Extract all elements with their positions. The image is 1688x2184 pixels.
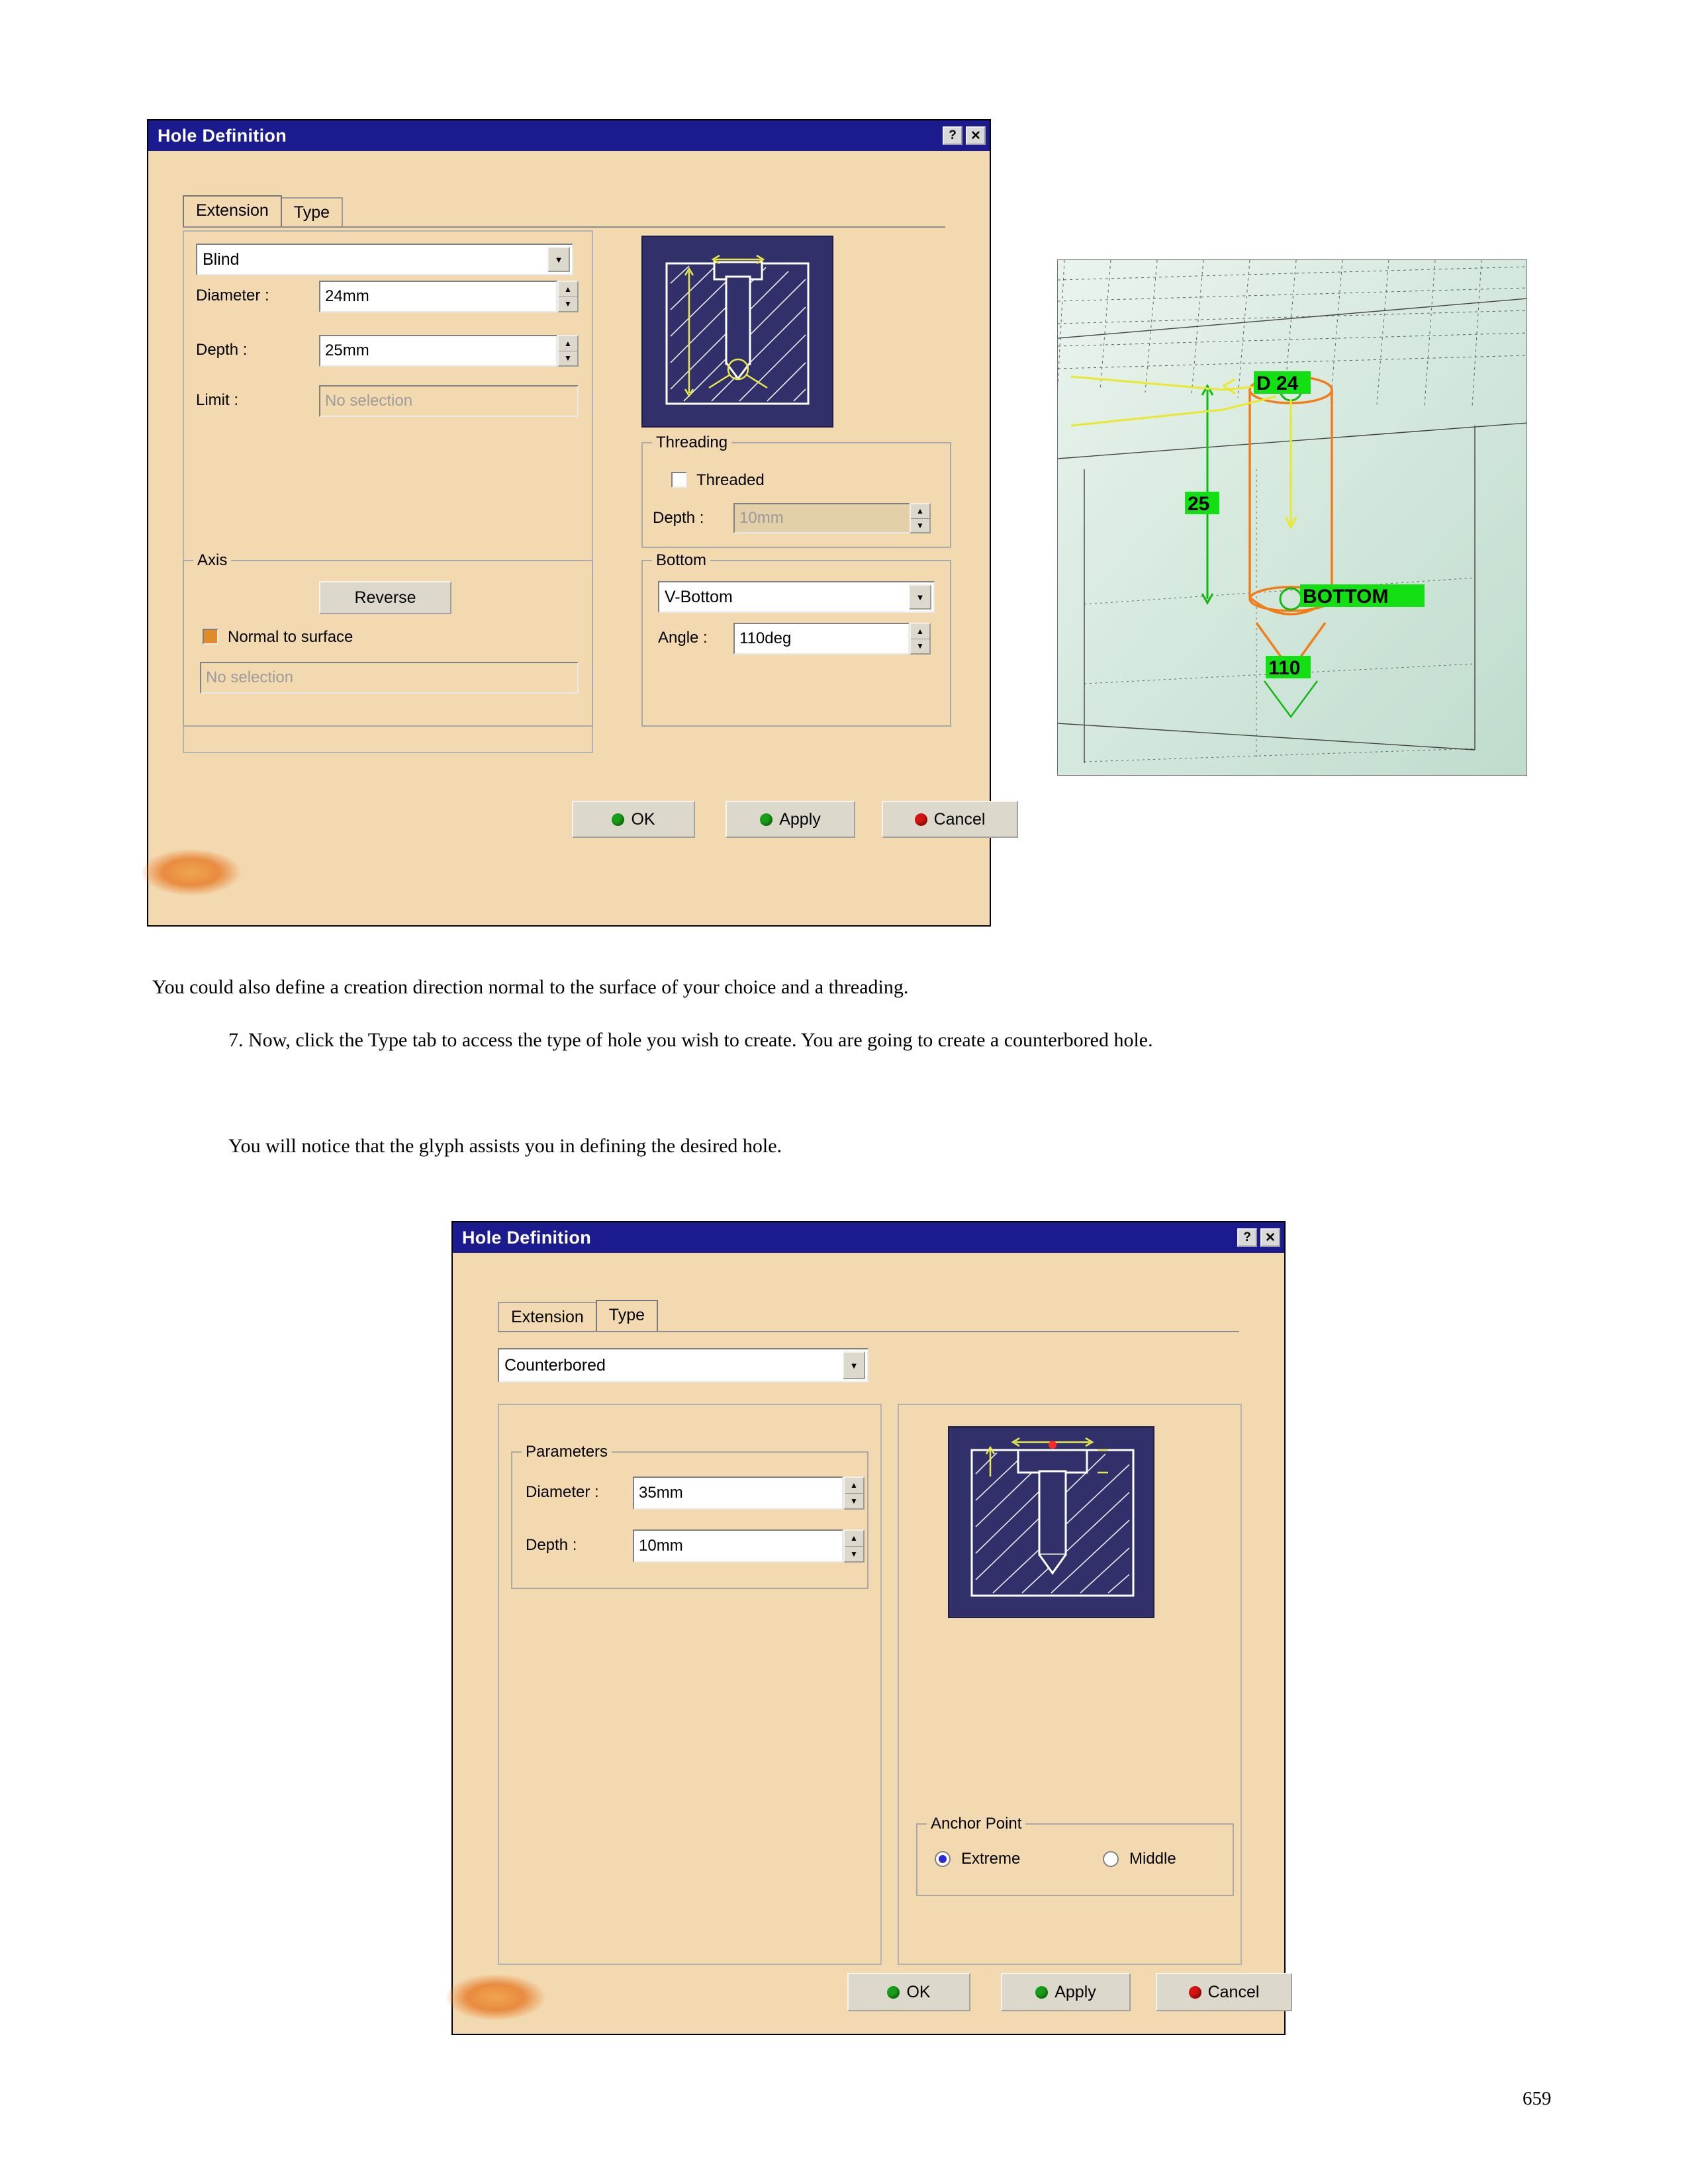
cad-viewport-svg xyxy=(1058,260,1527,776)
dialog-titlebar xyxy=(453,1222,1284,1253)
parameters-depth-input[interactable]: 10mm xyxy=(633,1529,843,1563)
parameters-diameter-stepper[interactable]: ▲ ▼ xyxy=(843,1477,865,1510)
svg-text:D 24: D 24 xyxy=(1256,373,1299,394)
dialog-body xyxy=(453,1253,1284,2035)
depth-label: Depth : xyxy=(196,341,248,359)
titlebar-buttons xyxy=(1237,1228,1280,1247)
normal-to-surface-checkbox[interactable] xyxy=(203,629,218,645)
ok-button-label: OK xyxy=(906,1982,931,2001)
green-bulb-icon xyxy=(1035,1986,1048,1999)
diameter-stepper[interactable]: ▲ ▼ xyxy=(557,281,579,312)
help-icon[interactable]: ? xyxy=(1237,1228,1257,1247)
cancel-button-label: Cancel xyxy=(933,809,986,829)
ok-button[interactable] xyxy=(847,1973,970,2011)
parameters-diameter-input[interactable]: 35mm xyxy=(633,1477,843,1510)
tab-extension[interactable]: Extension xyxy=(498,1302,597,1331)
depth-input[interactable]: 25mm xyxy=(319,335,557,367)
apply-button[interactable] xyxy=(1001,1973,1131,2011)
hole-glyph-svg xyxy=(643,237,835,429)
cancel-button[interactable] xyxy=(882,801,1018,838)
parameters-depth-label: Depth : xyxy=(526,1536,577,1554)
svg-text:BOTTOM: BOTTOM xyxy=(1303,586,1389,608)
hole-definition-dialog-type[interactable] xyxy=(451,1221,1286,2035)
reverse-button[interactable]: Reverse xyxy=(319,581,451,614)
paragraph-3: You will notice that the glyph assists you in defining the desired hole. xyxy=(228,1135,782,1157)
cancel-button[interactable] xyxy=(1156,1973,1292,2011)
chevron-down-icon[interactable]: ▼ xyxy=(547,247,570,272)
extension-type-combo-value: Blind xyxy=(203,250,240,269)
normal-to-surface-label: Normal to surface xyxy=(228,628,353,646)
tab-type[interactable]: Type xyxy=(281,197,343,226)
anchor-middle-radio[interactable] xyxy=(1103,1851,1119,1867)
limit-input[interactable]: No selection xyxy=(319,385,579,417)
svg-text:110: 110 xyxy=(1268,657,1301,679)
chevron-down-icon[interactable]: ▼ xyxy=(909,584,931,610)
tabstrip xyxy=(498,1297,1239,1332)
titlebar-buttons xyxy=(943,126,986,145)
counterbored-glyph-preview xyxy=(948,1426,1154,1618)
tab-type[interactable]: Type xyxy=(596,1300,658,1331)
hole-glyph-preview xyxy=(641,236,833,428)
paragraph-1: You could also define a creation direction normal to the surface of your choice and a threading. xyxy=(152,976,909,998)
angle-input[interactable]: 110deg xyxy=(733,623,910,655)
bottom-type-combo-value: V-Bottom xyxy=(665,587,733,606)
apply-button-label: Apply xyxy=(779,809,821,829)
dialog-titlebar xyxy=(148,120,990,151)
ok-button-label: OK xyxy=(631,809,655,829)
decorative-glow xyxy=(446,1974,545,2021)
close-icon[interactable]: ✕ xyxy=(966,126,986,145)
anchor-extreme-radio[interactable] xyxy=(935,1851,951,1867)
bottom-type-combo[interactable] xyxy=(658,581,935,613)
cancel-button-label: Cancel xyxy=(1207,1982,1260,2001)
dialog-body xyxy=(148,151,990,927)
apply-button-label: Apply xyxy=(1055,1982,1096,2001)
paragraph-2: 7. Now, click the Type tab to access the type of hole you wish to create. You are going to create a counterbored hole. xyxy=(228,1029,1153,1051)
green-bulb-icon xyxy=(887,1986,900,1999)
angle-label: Angle : xyxy=(658,629,708,647)
cad-3d-viewport xyxy=(1057,259,1527,776)
threading-depth-label: Depth : xyxy=(653,509,704,527)
chevron-down-icon[interactable]: ▼ xyxy=(843,1351,865,1379)
red-bulb-icon xyxy=(915,813,927,826)
green-bulb-icon xyxy=(760,813,773,826)
anchor-point-legend: Anchor Point xyxy=(927,1815,1025,1833)
help-icon[interactable]: ? xyxy=(943,126,962,145)
counterbored-glyph-svg xyxy=(949,1428,1156,1619)
parameters-frame xyxy=(511,1443,868,1589)
diameter-label: Diameter : xyxy=(196,287,269,304)
threading-depth-stepper: ▲ ▼ xyxy=(910,503,931,533)
hole-definition-dialog-extension[interactable] xyxy=(147,119,991,927)
extension-type-combo[interactable] xyxy=(196,244,573,275)
page-number: 659 xyxy=(1523,2088,1552,2109)
axis-selection-input[interactable]: No selection xyxy=(200,662,579,694)
tabstrip xyxy=(183,192,945,228)
anchor-middle-label: Middle xyxy=(1129,1850,1176,1868)
apply-button[interactable] xyxy=(726,801,855,838)
axis-legend: Axis xyxy=(193,551,231,570)
green-bulb-icon xyxy=(612,813,624,826)
depth-stepper[interactable]: ▲ ▼ xyxy=(557,335,579,367)
parameters-depth-stepper[interactable]: ▲ ▼ xyxy=(843,1529,865,1563)
svg-text:25: 25 xyxy=(1188,493,1210,515)
threaded-checkbox[interactable] xyxy=(671,472,687,488)
threading-depth-input: 10mm xyxy=(733,503,925,533)
tab-extension[interactable]: Extension xyxy=(183,195,282,226)
ok-button[interactable] xyxy=(572,801,695,838)
red-bulb-icon xyxy=(1189,1986,1201,1999)
dialog-title: Hole Definition xyxy=(158,125,287,146)
diameter-input[interactable]: 24mm xyxy=(319,281,557,312)
angle-stepper[interactable]: ▲ ▼ xyxy=(910,623,931,655)
anchor-extreme-label: Extreme xyxy=(961,1850,1021,1868)
dialog-title: Hole Definition xyxy=(462,1227,591,1248)
hole-type-combo-value: Counterbored xyxy=(504,1355,606,1375)
close-icon[interactable]: ✕ xyxy=(1260,1228,1280,1247)
decorative-glow xyxy=(142,849,241,895)
hole-type-combo[interactable] xyxy=(498,1348,868,1383)
bottom-legend: Bottom xyxy=(652,551,710,570)
parameters-diameter-label: Diameter : xyxy=(526,1483,599,1501)
threaded-label: Threaded xyxy=(696,471,765,489)
limit-label: Limit : xyxy=(196,391,239,409)
threading-legend: Threading xyxy=(652,433,731,452)
parameters-legend: Parameters xyxy=(522,1443,612,1461)
